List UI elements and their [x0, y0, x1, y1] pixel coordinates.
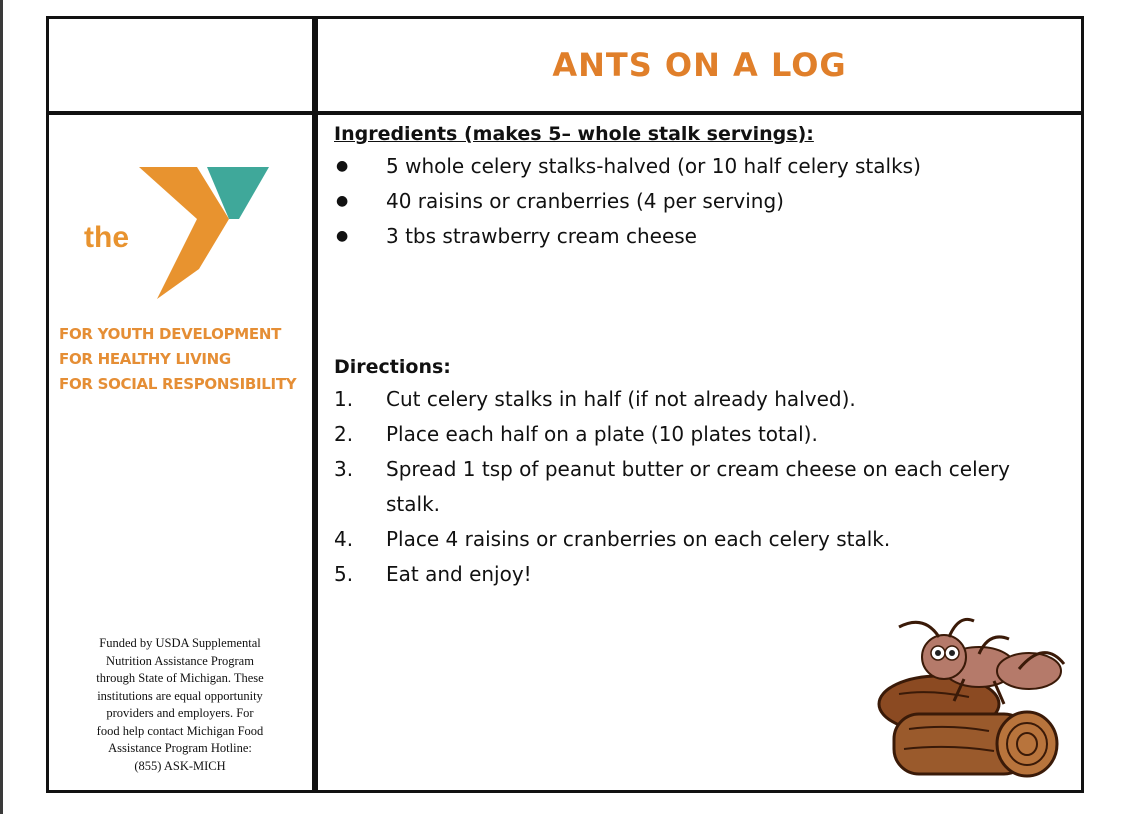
- funding-line: Assistance Program Hotline:: [108, 741, 252, 755]
- funding-line: Nutrition Assistance Program: [106, 653, 254, 668]
- logo-word: the: [84, 221, 129, 254]
- ant-on-log-illustration: [869, 609, 1079, 789]
- funding-line: institutions are equal opportunity: [97, 688, 263, 703]
- direction-step: 1. Cut celery stalks in half (if not already halved).: [334, 387, 856, 411]
- funding-line: through State of Michigan. These: [96, 671, 264, 685]
- recipe-title: ANTS ON A LOG: [552, 46, 847, 84]
- tagline-healthy: FOR HEALTHY LIVING: [59, 350, 231, 368]
- direction-step: 4. Place 4 raisins or cranberries on each celery stalk.: [334, 527, 891, 551]
- page-edge-line: [0, 0, 3, 814]
- tagline-youth: FOR YOUTH DEVELOPMENT: [59, 325, 282, 343]
- direction-step: 5. Eat and enjoy!: [334, 562, 532, 586]
- funding-line: food help contact Michigan Food: [96, 723, 264, 738]
- direction-step: 3. Spread 1 tsp of peanut butter or cream cheese on each celery stalk.: [334, 457, 1011, 516]
- recipe-content: [334, 119, 1069, 586]
- logo-small-text: YMCA: [222, 263, 246, 291]
- bullet-icon: ●: [336, 228, 349, 244]
- ingredients-list: [334, 149, 1069, 254]
- funding-line: Funded by USDA Supplemental: [99, 636, 261, 650]
- ymca-taglines: [59, 322, 309, 397]
- header-divider: [49, 111, 1081, 115]
- ingredient-item: ● 3 tbs strawberry cream cheese: [334, 219, 1069, 254]
- directions-list: [334, 382, 1069, 592]
- ingredients-heading: Ingredients (makes 5– whole stalk servings):: [334, 123, 814, 145]
- bullet-icon: ●: [336, 193, 349, 209]
- recipe-card: [46, 16, 1084, 793]
- tagline-social: FOR SOCIAL RESPONSIBILITY: [59, 375, 297, 393]
- ingredient-item: ● 40 raisins or cranberries (4 per serving): [334, 184, 1069, 219]
- funding-line: providers and employers. For: [106, 706, 254, 720]
- bullet-icon: ●: [336, 158, 349, 174]
- directions-heading: Directions:: [334, 356, 451, 378]
- column-divider: [312, 19, 318, 790]
- direction-step: 2. Place each half on a plate (10 plates total).: [334, 422, 818, 446]
- ingredient-item: ● 5 whole celery stalks-halved (or 10 half celery stalks): [334, 149, 1069, 184]
- funding-notice: [57, 635, 303, 775]
- ymca-logo: [79, 159, 279, 299]
- directions-section: [334, 352, 1069, 592]
- funding-line: (855) ASK-MICH: [134, 758, 226, 773]
